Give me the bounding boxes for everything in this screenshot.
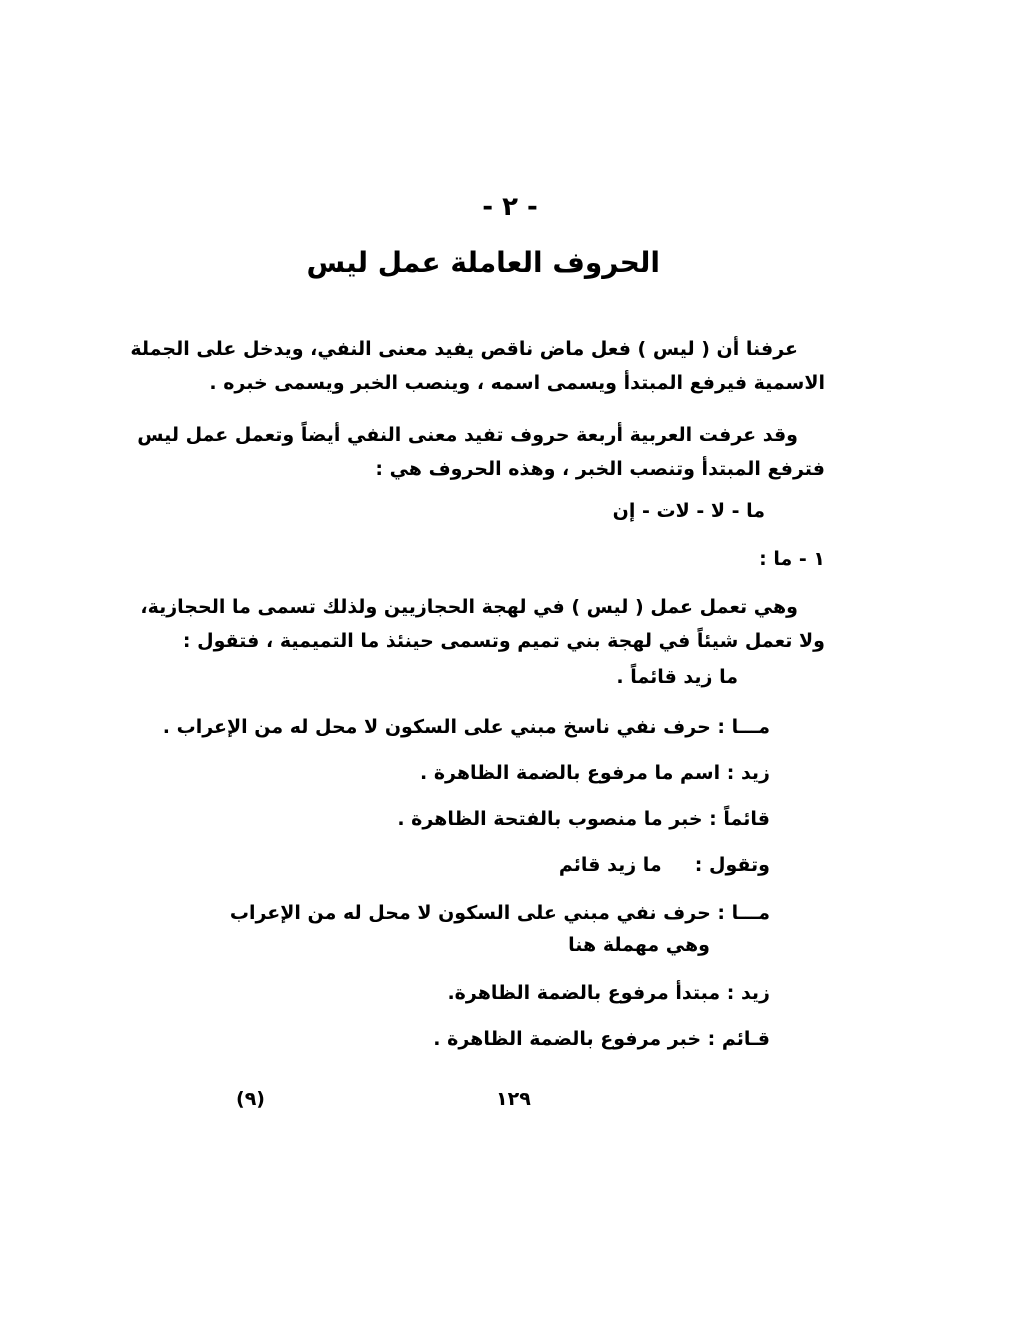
example-2-intro: وتقول : (694, 854, 770, 876)
parse2-row-2 (447, 982, 770, 1004)
parse1-row-1 (163, 716, 770, 738)
parse-desc: : حرف نفي ناسخ مبني على السكون لا محل له من الإعراب . (162, 716, 725, 738)
parse2-row-3 (433, 1028, 770, 1050)
parse-desc: : خبر مرفوع بالضمة الظاهرة . (433, 1028, 716, 1050)
page-title: الحروف العاملة عمل ليس (306, 246, 660, 279)
letters-list: ما - لا - لات - إن (612, 500, 765, 522)
page-number: ١٢٩ (496, 1088, 531, 1110)
paragraph-2-line-2: فترفع المبتدأ وتنصب الخبر ، وهذه الحروف هي : (375, 458, 825, 480)
section-paragraph-line-1: وهي تعمل عمل ( ليس ) في لهجة الحجازيين ولذلك تسمى ما الحجازية، (140, 596, 798, 618)
parse1-row-3 (397, 808, 770, 830)
parse-word: مـــا (731, 716, 770, 738)
parse-desc: : حرف نفي مبني على السكون لا محل له من الإعراب (229, 902, 725, 924)
chapter-number: - ٢ - (482, 192, 538, 222)
parse-word: زيد (740, 982, 770, 1004)
parse2-row-1-extra: وهي مهملة هنا (568, 934, 710, 956)
parse-word: مـــا (731, 902, 770, 924)
parse-word: قائماً (723, 808, 770, 830)
example-1: ما زيد قائماً . (616, 666, 738, 688)
example-2: ما زيد قائم (558, 854, 662, 876)
parse-word: زيد (740, 762, 770, 784)
section-paragraph-line-2: ولا تعمل شيئاً في لهجة بني تميم وتسمى حينئذ ما التميمية ، فتقول : (182, 630, 825, 652)
parse1-row-2 (420, 762, 770, 784)
example-2-row (559, 854, 770, 876)
paragraph-1-line-1: عرفنا أن ( ليس ) فعل ماض ناقص يفيد معنى النفي، ويدخل على الجملة (130, 338, 798, 360)
section-heading: ١ - ما : (759, 548, 825, 570)
paragraph-2-line-1: وقد عرفت العربية أربعة حروف تفيد معنى النفي أيضاً وتعمل عمل ليس (137, 424, 798, 446)
parse-desc: : خبر ما منصوب بالفتحة الظاهرة . (397, 808, 717, 830)
parse2-row-1 (230, 902, 770, 924)
signature-mark: (٩) (236, 1088, 265, 1110)
paragraph-1-line-2: الاسمية فيرفع المبتدأ ويسمى اسمه ، وينصب الخبر ويسمى خبره . (209, 372, 825, 394)
parse-word: قـائم (721, 1028, 770, 1050)
parse-desc: : اسم ما مرفوع بالضمة الظاهرة . (420, 762, 735, 784)
parse-desc: : مبتدأ مرفوع بالضمة الظاهرة. (447, 982, 735, 1004)
